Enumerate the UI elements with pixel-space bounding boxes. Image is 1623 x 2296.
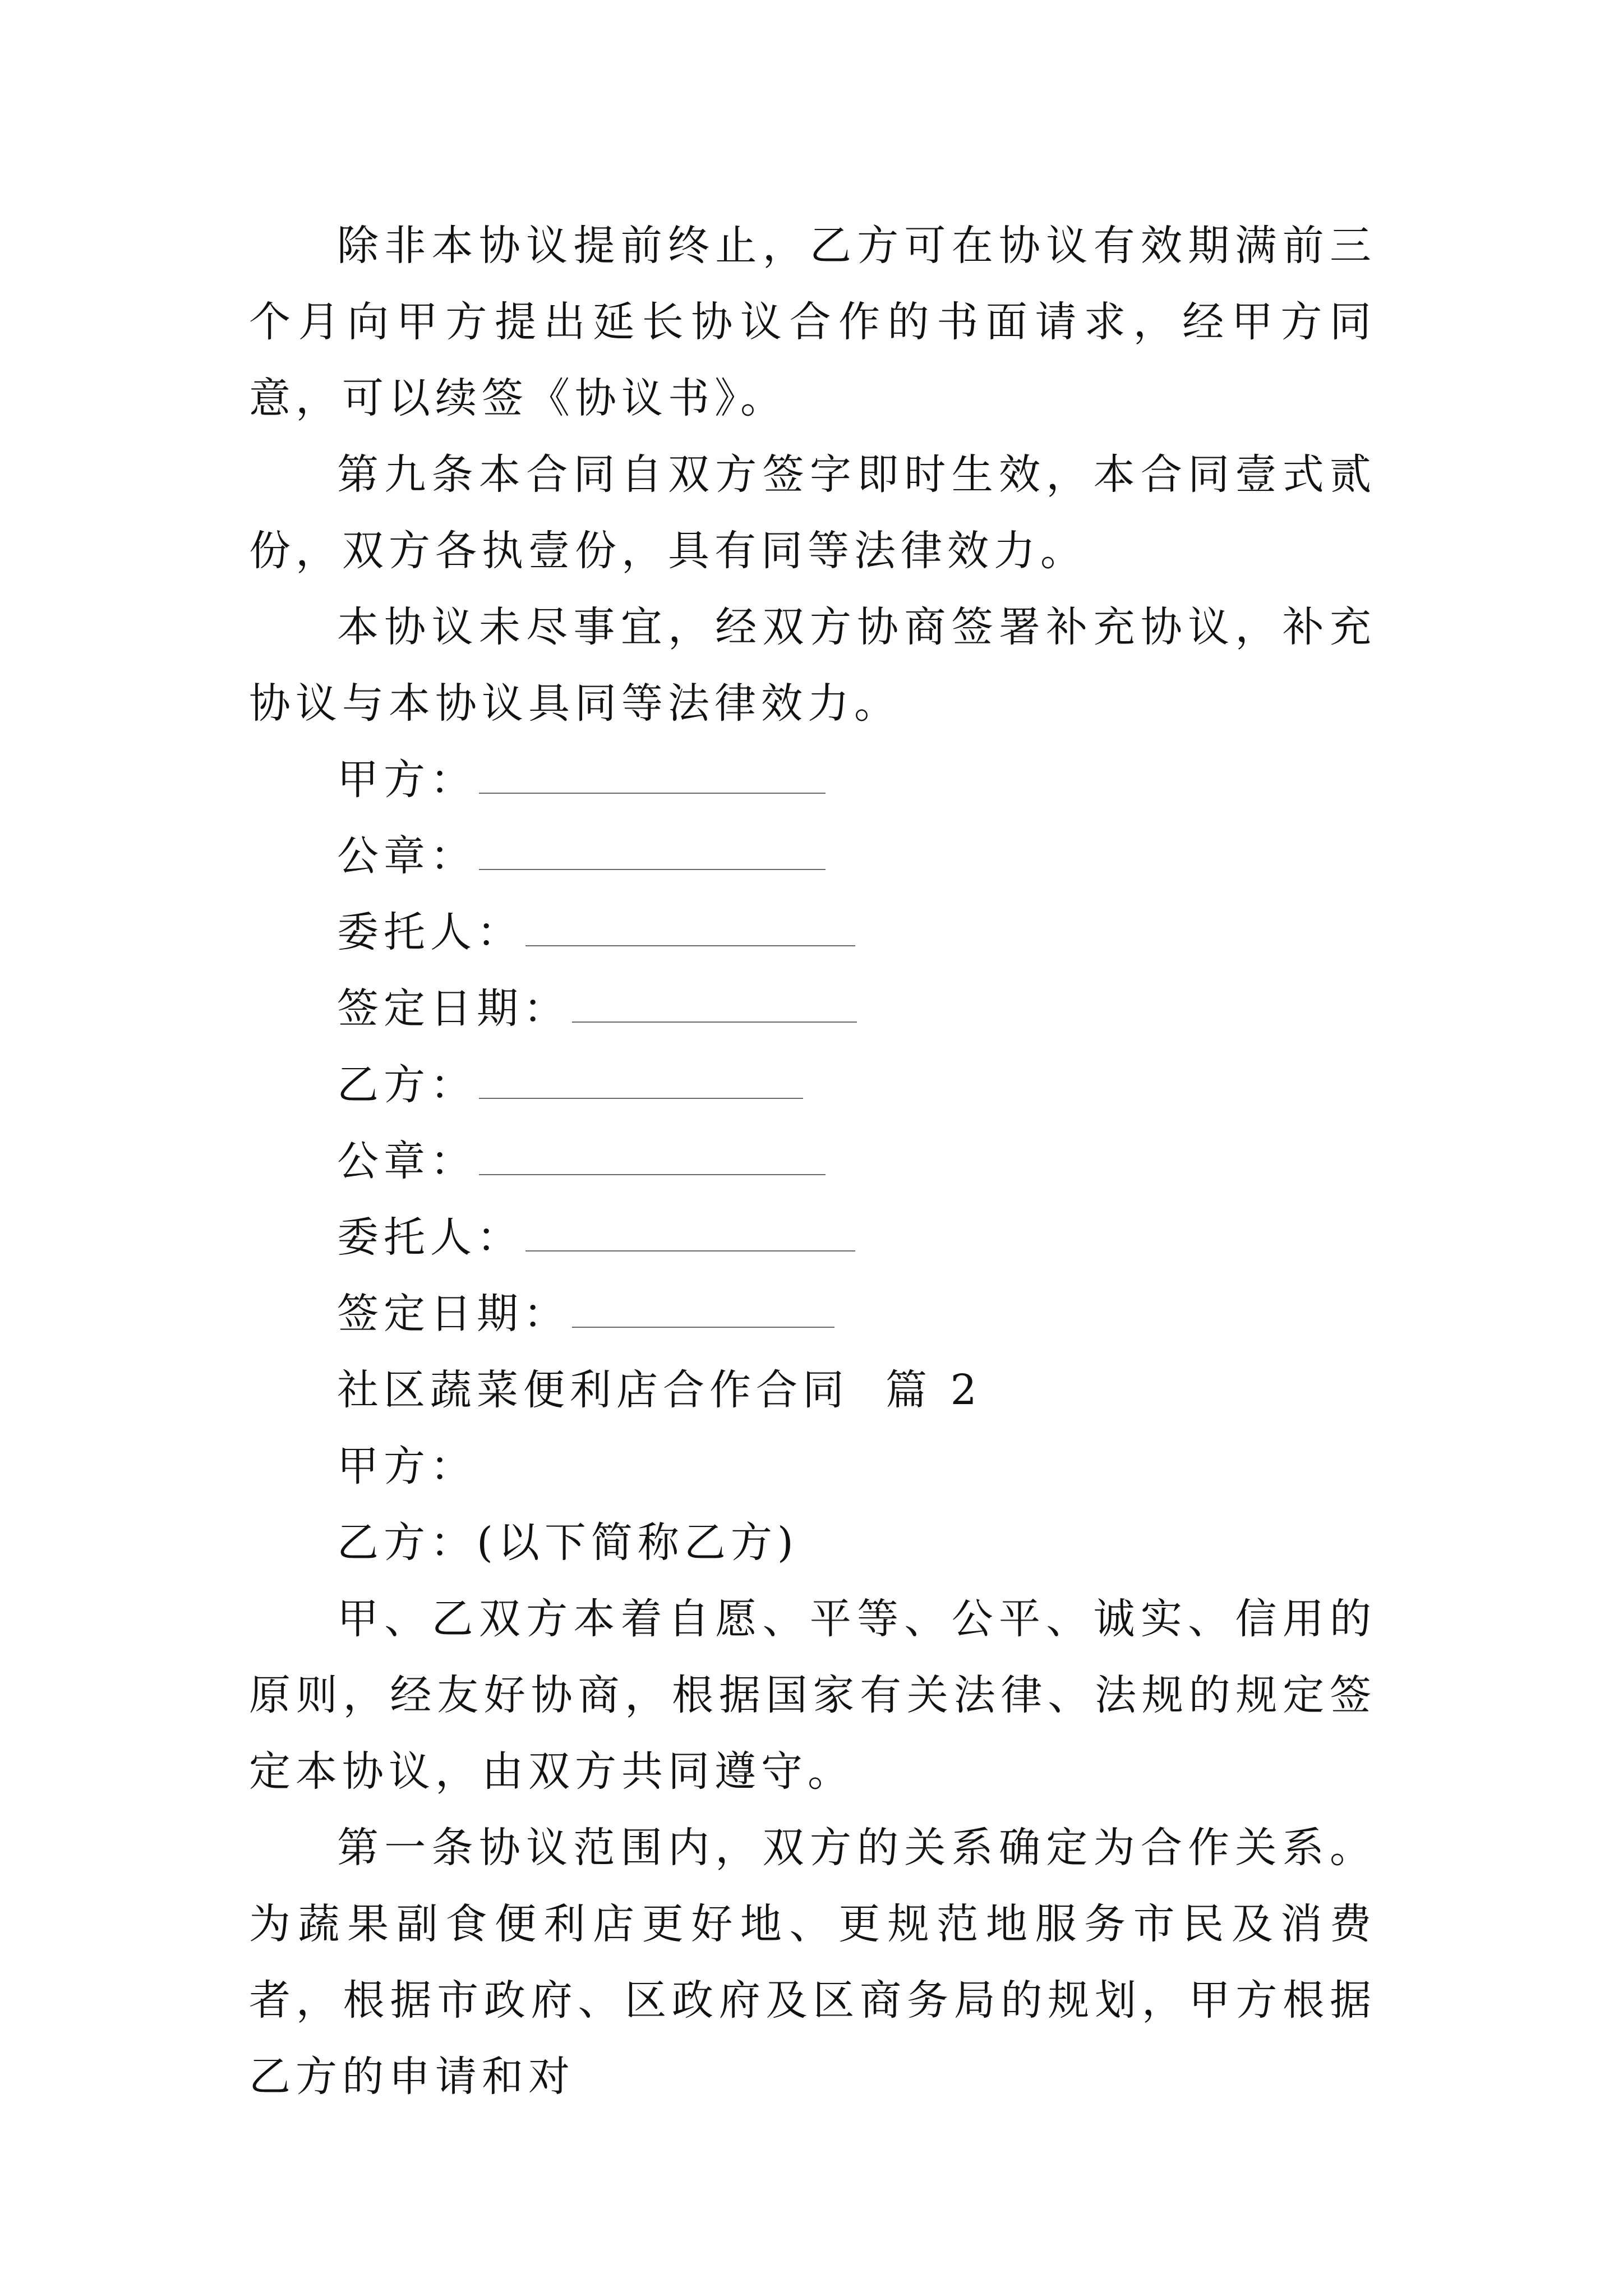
- paragraph-renewal: 除非本协议提前终止，乙方可在协议有效期满前三个月向甲方提出延长协议合作的书面请求，经甲方同意，可以续签《协议书》。: [249, 222, 1376, 422]
- signature-seal-a-label: 公章：: [337, 832, 477, 880]
- signature-party-b-blank[interactable]: [479, 1088, 803, 1099]
- signature-agent-a-blank[interactable]: [525, 935, 855, 946]
- signature-party-b: [249, 1047, 1376, 1123]
- signature-date-a-blank[interactable]: [572, 1011, 857, 1023]
- signature-date-b: [249, 1276, 1376, 1352]
- signature-party-a-blank[interactable]: [479, 783, 826, 794]
- signature-date-a: [249, 970, 1376, 1047]
- signature-party-a: [249, 742, 1376, 818]
- signature-agent-a: [249, 894, 1376, 970]
- signature-seal-b-label: 公章：: [337, 1137, 477, 1185]
- signature-agent-b: [249, 1199, 1376, 1276]
- signature-party-a-label: 甲方：: [337, 756, 477, 804]
- paragraph-article-1: 第一条协议范围内，双方的关系确定为合作关系。为蔬果副食便利店更好地、更规范地服务市民及消费者，根据市政府、区政府及区商务局的规划，甲方根据乙方的申请和对: [249, 1824, 1376, 2101]
- signature-date-b-label: 签定日期：: [337, 1290, 570, 1338]
- party-a-label: 甲方：: [337, 1442, 477, 1490]
- party-b-label: 乙方：(以下简称乙方): [337, 1519, 799, 1567]
- signature-seal-a: [249, 818, 1376, 894]
- signature-date-a-label: 签定日期：: [337, 984, 570, 1033]
- paragraph-supplement: 本协议未尽事宜，经双方协商签署补充协议，补充协议与本协议具同等法律效力。: [249, 603, 1376, 728]
- paragraph-article-9: 第九条本合同自双方签字即时生效，本合同壹式贰份，双方各执壹份，具有同等法律效力。: [249, 450, 1376, 575]
- signature-agent-b-blank[interactable]: [525, 1240, 855, 1251]
- paragraph-principles: 甲、乙双方本着自愿、平等、公平、诚实、信用的原则，经友好协商，根据国家有关法律、法规的规定签定本协议，由双方共同遵守。: [249, 1595, 1376, 1796]
- signature-seal-a-blank[interactable]: [479, 859, 826, 870]
- signature-date-b-blank[interactable]: [572, 1317, 834, 1328]
- section-title: 社区蔬菜便利店合作合同 篇 2: [337, 1366, 982, 1414]
- signature-party-b-label: 乙方：: [337, 1061, 477, 1109]
- signature-agent-a-label: 委托人：: [337, 908, 523, 956]
- signature-agent-b-label: 委托人：: [337, 1213, 523, 1262]
- document-body: [249, 208, 1376, 2115]
- signature-seal-b: [249, 1123, 1376, 1199]
- signature-seal-b-blank[interactable]: [479, 1164, 826, 1175]
